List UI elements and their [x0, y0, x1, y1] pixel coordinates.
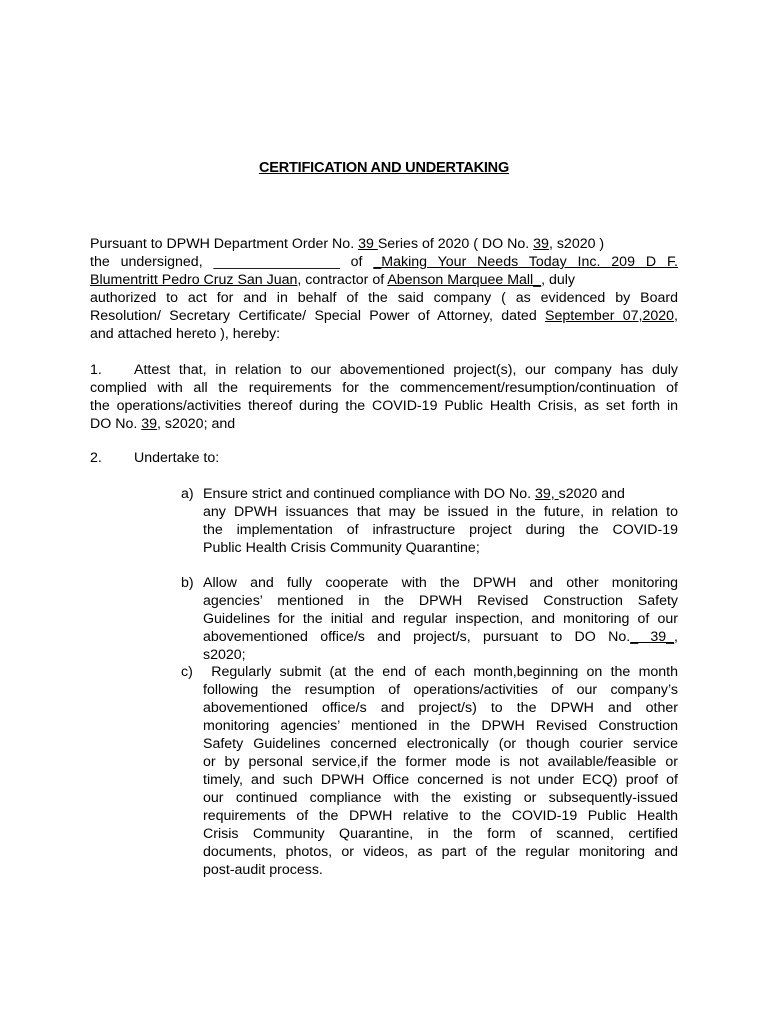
sub-c-line: requirements of the DPWH relative to the COVID-19 Public Health [203, 808, 678, 824]
intro-text: of [339, 254, 374, 270]
do-number: _ 39_ [630, 629, 675, 645]
item-number: 1. [90, 362, 102, 378]
item-text: , s2020; and [157, 416, 236, 432]
item-text: abovementioned office/s and project/s, pursuant to DO No. [203, 629, 631, 645]
item-1-line-3: the operations/activities thereof during the COVID-19 Public Health Crisis, as set forth in [90, 398, 678, 414]
intro-text: , contractor of [297, 272, 388, 288]
sub-a-line-4: Public Health Crisis Community Quarantine; [203, 540, 480, 556]
sub-b-line-1: Allow and fully cooperate with the DPWH and other monitoring [203, 575, 678, 591]
intro-line-1 [90, 235, 678, 253]
sub-c-line: our continued compliance with the existing or subsequently-issued [203, 790, 678, 806]
intro-line-6: and attached hereto ), hereby: [90, 326, 281, 342]
sub-b-line-3: Guidelines for the initial and regular inspection, and monitoring of our [203, 611, 678, 627]
item-text: DO No. [90, 416, 142, 432]
sub-c-line: Safety Guidelines concerned electronically (or though courier service [203, 736, 678, 752]
intro-text: , duly [541, 272, 576, 288]
project-name: Abenson Marquee Mall_ [387, 272, 542, 288]
sub-c-line: timely, and such DPWH Office concerned is not under ECQ) proof of [203, 772, 678, 788]
intro-text: , [674, 308, 678, 324]
item-1-line-1 [90, 361, 678, 379]
item-text: Attest that, in relation to our abovementioned project(s), our company has duly [134, 362, 678, 378]
do-number: 39 [533, 236, 549, 252]
item-text: , [674, 629, 678, 645]
sub-a-line-3: the implementation of infrastructure project during the COVID-19 [203, 522, 678, 538]
item-text: s2020 and [558, 486, 625, 502]
sub-c-line: following the resumption of operations/activities of our company’s [203, 682, 678, 698]
sub-b-line-5: s2020; [203, 647, 246, 663]
sub-c-line: Crisis Community Quarantine, in the form of scanned, certified [203, 826, 678, 842]
intro-line-2 [90, 253, 678, 271]
name-blank: ________________ [213, 254, 340, 270]
sub-item-label: c) [181, 664, 193, 680]
item-number: 2. [90, 450, 102, 466]
sub-item-label: a) [181, 486, 194, 502]
intro-line-4: authorized to act for and in behalf of the said company ( as evidenced by Board [90, 290, 678, 306]
sub-c-line: documents, photos, or videos, as part of the regular monitoring and [203, 844, 678, 860]
sub-a-line-1 [203, 485, 678, 503]
sub-c-line: or by personal service,if the former mode is not available/feasible or [203, 754, 678, 770]
item-2-line [90, 449, 678, 467]
intro-line-3 [90, 271, 678, 289]
intro-text: Resolution/ Secretary Certificate/ Special Power of Attorney, dated [90, 308, 546, 324]
item-1 [90, 361, 678, 433]
intro-text: Series of 2020 ( DO No. [377, 236, 534, 252]
sub-c-line: post-audit process. [203, 862, 323, 878]
sub-c-line: abovementioned office/s and project/s) to the DPWH and other [203, 700, 678, 716]
sub-item-label: b) [181, 575, 194, 591]
document-title: CERTIFICATION AND UNDERTAKING [258, 160, 510, 176]
sub-b-line-4 [203, 628, 678, 646]
intro-line-5 [90, 307, 678, 325]
intro-paragraph [90, 235, 678, 343]
sub-b-line-2: agencies’ mentioned in the DPWH Revised Construction Safety [203, 593, 678, 609]
intro-text: the undersigned, [90, 254, 214, 270]
attorney-date: September 07,2020 [545, 308, 675, 324]
intro-text: , s2020 ) [548, 236, 605, 252]
item-2 [90, 449, 678, 467]
company-address: Blumentritt Pedro Cruz San Juan [90, 272, 298, 288]
sub-c-line: monitoring agencies’ mentioned in the DPWH Revised Construction [203, 718, 678, 734]
sub-c-line: Regularly submit (at the end of each month,beginning on the month [203, 664, 678, 680]
sub-a-line-2: any DPWH issuances that may be issued in the future, in relation to [203, 504, 678, 520]
item-text: Undertake to: [134, 450, 220, 466]
intro-text: Pursuant to DPWH Department Order No. [90, 236, 359, 252]
do-number: 39 [141, 416, 158, 432]
company-name: _Making Your Needs Today Inc. 209 D F. [373, 254, 678, 270]
item-text: Ensure strict and continued compliance with DO No. [203, 486, 535, 502]
item-1-line-4 [90, 415, 678, 433]
do-number: 39 [358, 236, 378, 252]
do-number: 39, [535, 486, 559, 502]
item-1-line-2: complied with all the requirements for the commencement/resumption/continuation of [90, 380, 678, 396]
